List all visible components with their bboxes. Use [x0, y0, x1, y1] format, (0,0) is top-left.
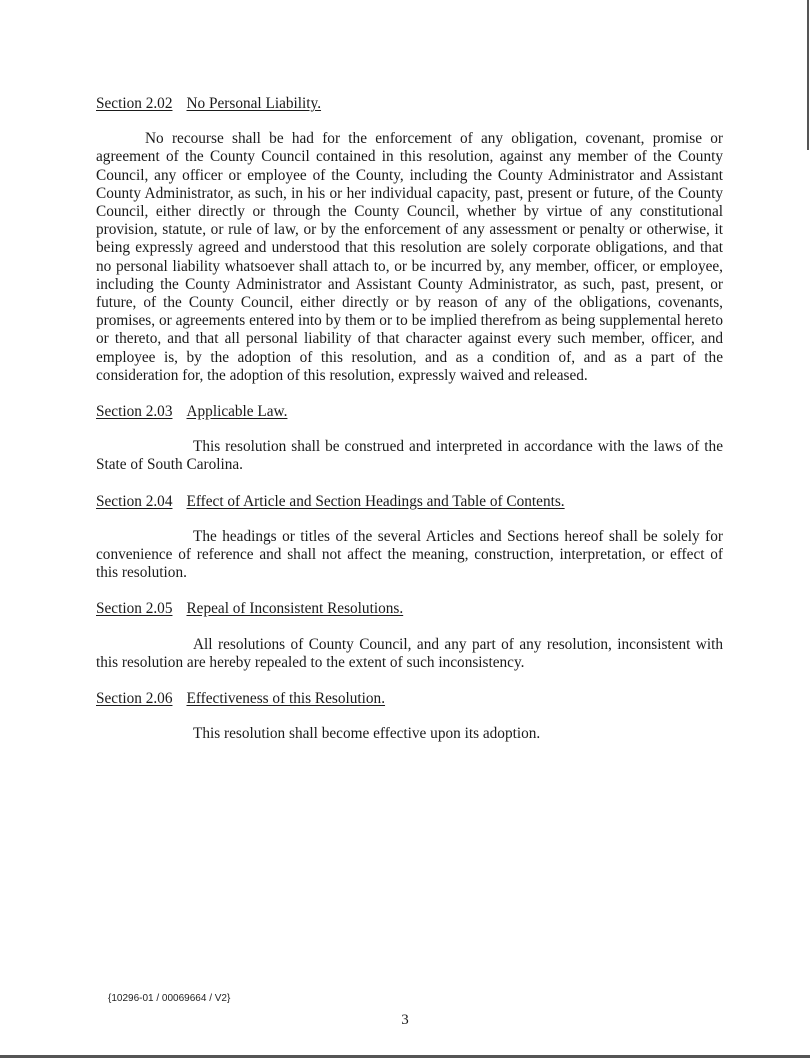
section-title: Effectiveness of this Resolution.: [186, 690, 386, 708]
section-heading-2-02: [96, 95, 723, 113]
section-body-2-05: All resolutions of County Council, and any part of any resolution, inconsistent with this resolution are hereby repealed to the extent of such inconsistency.: [96, 635, 723, 671]
document-body: [96, 95, 723, 743]
section-heading-2-05: [96, 600, 723, 618]
section-number: Section 2.05: [96, 600, 173, 618]
section-body-2-06: This resolution shall become effective upon its adoption.: [193, 725, 541, 743]
section-body-2-04: The headings or titles of the several Articles and Sections hereof shall be solely for convenience of reference and shall not affect the meaning, construction, interpretation, or effect of this resolution.: [96, 527, 723, 582]
section-number: Section 2.06: [96, 690, 173, 708]
section-title: Effect of Article and Section Headings and Table of Contents.: [186, 492, 565, 510]
section-heading-2-06: [96, 690, 723, 708]
section-title: Applicable Law.: [186, 403, 288, 421]
section-number: Section 2.04: [96, 492, 173, 510]
section-number: Section 2.02: [96, 95, 173, 112]
section-number: Section 2.03: [96, 403, 173, 421]
section-title: No Personal Liability.: [186, 95, 322, 112]
section-heading-2-03: [96, 403, 723, 421]
page-edge-right: [807, 0, 809, 150]
section-title: Repeal of Inconsistent Resolutions.: [186, 600, 404, 618]
document-id-footer: {10296-01 / 00069664 / V2}: [108, 993, 231, 1004]
section-body-2-02: No recourse shall be had for the enforcement of any obligation, covenant, promise or agreement of the County Council contained in this resolution, against any member of the County Council, any officer or employee of the County, including the County Administrator and Assistant County Administrator, as such, in his or her individual capacity, past, present or future, of the County Council, either directly or through the County Council, whether by virtue of any constitutional provision, statute, or rule of law, or by the enforcement of any assessment or penalty or otherwise, it being expressly agreed and understood that this resolution are solely corporate obligations, and that no personal liability whatsoever shall attach to, or be incurred by, any member, officer, or employee, including the County Administrator and Assistant County Administrator, as such, past, present, or future, of the County Council, either directly or by reason of any of the obligations, covenants, promises, or agreements entered into by them or to be implied therefrom as being supplemental hereto or thereto, and that all personal liability of that character against every such member, officer, and employee is, by the adoption of this resolution, and as a condition of, and as a part of the consideration for, the adoption of this resolution, expressly waived and released.: [96, 130, 723, 384]
section-heading-2-04: [96, 493, 723, 511]
section-body-2-03: This resolution shall be construed and interpreted in accordance with the laws of the State of South Carolina.: [96, 438, 723, 474]
page-number: 3: [401, 1012, 409, 1028]
